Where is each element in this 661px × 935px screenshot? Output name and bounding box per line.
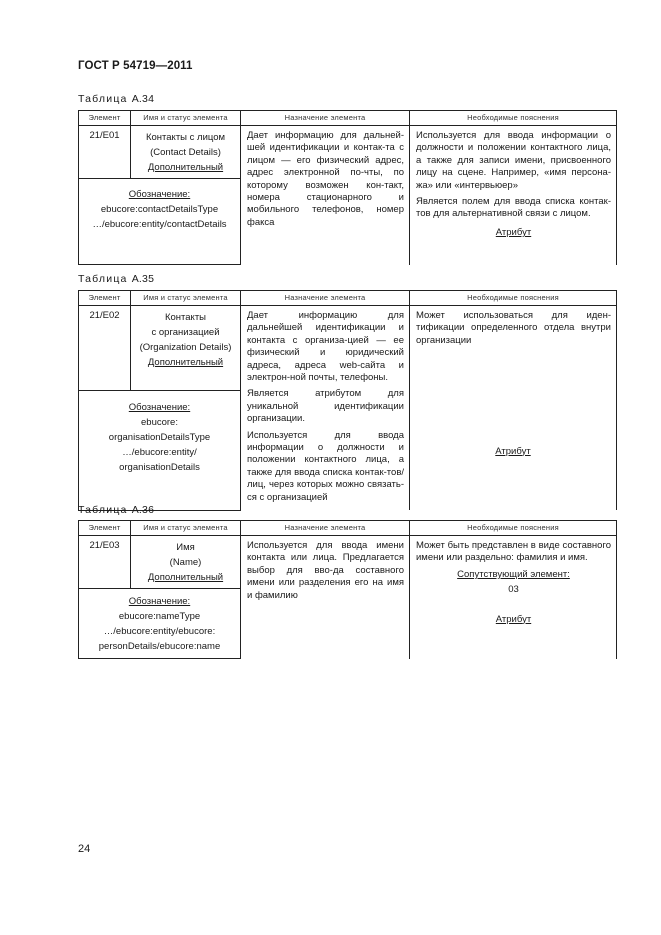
designation-label: Обозначение:: [128, 402, 191, 414]
element-code: 21/E03: [79, 536, 131, 589]
document-header: ГОСТ Р 54719—2011: [78, 60, 193, 72]
attribute-label: Атрибут: [495, 445, 531, 457]
table-a36: [78, 520, 617, 659]
designation-line: ebucore:: [141, 417, 178, 429]
table-header-row: [79, 521, 617, 536]
element-name-cell: [131, 126, 241, 179]
col-header-notes: Необходимые пояснения: [410, 291, 617, 306]
related-element-value: 03: [508, 584, 519, 596]
table-caption-a35: [78, 273, 154, 285]
element-name-line: (Organization Details): [139, 342, 232, 353]
element-name-line: Имя: [176, 542, 195, 553]
purpose-cell: [241, 536, 410, 659]
designation-line: ebucore:contactDetailsType: [100, 204, 219, 215]
element-name-line: с организацией: [151, 327, 220, 338]
element-name-line: (Contact Details): [150, 147, 221, 158]
element-status: Дополнительный: [147, 357, 224, 368]
designation-line: organisationDetailsType: [108, 432, 211, 444]
notes-cell: [410, 536, 617, 659]
col-header-name-status: Имя и статус элемента: [131, 291, 241, 306]
col-header-purpose: Назначение элемента: [241, 291, 410, 306]
caption-prefix: Таблица: [78, 273, 128, 285]
related-element-label: Сопутствующий элемент:: [457, 568, 570, 580]
notes-paragraph: Является полем для ввода списка контак-тов для альтернативной связи с лицом.: [416, 196, 611, 220]
designation-cell: [79, 391, 241, 510]
purpose-paragraph: Используется для ввода информации о должности и положении контактного лица, а также для ввода списка контак-тов/лиц, через которых можно связать-ся с организацией: [247, 429, 404, 503]
table-row: [79, 126, 617, 179]
element-name-line: Контакты: [164, 312, 207, 323]
attribute-label: Атрибут: [495, 226, 532, 238]
element-name-cell: [131, 306, 241, 391]
designation-line: …/ebucore:entity/ebucore:: [103, 626, 216, 637]
purpose-paragraph: Является атрибутом для уникальной идентификации организации.: [247, 388, 404, 425]
caption-prefix: Таблица: [78, 504, 128, 516]
col-header-element: Элемент: [79, 521, 131, 536]
purpose-cell: [241, 126, 410, 265]
designation-cell: [79, 589, 241, 659]
element-name-line: (Name): [169, 557, 202, 568]
col-header-name-status: Имя и статус элемента: [131, 111, 241, 126]
designation-label: Обозначение:: [128, 189, 191, 200]
purpose-paragraph: Дает информацию для дальнейшей идентификации и контакта с организа-цией — ее физический и юридический адреса, адреса web-сайта и электрон-ной почты, телефоны.: [247, 310, 404, 384]
table-header-row: [79, 291, 617, 306]
designation-line: organisationDetails: [119, 462, 200, 474]
designation-label: Обозначение:: [128, 596, 191, 607]
notes-cell: [410, 306, 617, 511]
designation-line: …/ebucore:entity/contactDetails: [92, 219, 227, 230]
notes-paragraph: Используется для ввода информации о должности и положении контактного лица, а также для записи имени, присвоенного лицу на сцене. Например, «имя персона-жа» или «интервьюер»: [416, 130, 611, 191]
notes-paragraph: Может использоваться для иден-тификации определенного отдела внутри организации: [416, 310, 611, 346]
element-name-cell: [131, 536, 241, 589]
caption-number: А.34: [131, 93, 155, 105]
purpose-paragraph: Используется для ввода имени контакта или лица. Предлагается выбор для вво-да составного имени или разделения его на имя и фамилию: [247, 540, 404, 601]
notes-cell: [410, 126, 617, 265]
col-header-element: Элемент: [79, 111, 131, 126]
table-caption-a36: [78, 504, 154, 516]
notes-paragraph: Может быть представлен в виде составного имени или раздельно: фамилия и имя.: [416, 540, 611, 564]
caption-prefix: Таблица: [78, 93, 128, 105]
designation-cell: [79, 179, 241, 265]
caption-number: А.35: [131, 273, 155, 285]
element-code: 21/E02: [79, 306, 131, 391]
element-status: Дополнительный: [147, 162, 224, 173]
attribute-label: Атрибут: [495, 613, 532, 625]
caption-number: А.36: [131, 504, 155, 516]
col-header-notes: Необходимые пояснения: [410, 521, 617, 536]
designation-line: …/ebucore:entity/: [122, 447, 197, 459]
table-a35: [78, 290, 617, 511]
purpose-paragraph: Дает информацию для дальней-шей идентификации и контак-та с лицом — его физический адрес, адрес электронной по-чты, по которому возможен кон-такт, номера стационарного и мобильного телефонов, номер факса: [247, 130, 404, 228]
col-header-purpose: Назначение элемента: [241, 111, 410, 126]
page-number: 24: [78, 843, 91, 855]
col-header-purpose: Назначение элемента: [241, 521, 410, 536]
col-header-notes: Необходимые пояснения: [410, 111, 617, 126]
element-status: Дополнительный: [147, 572, 224, 583]
col-header-element: Элемент: [79, 291, 131, 306]
purpose-cell: [241, 306, 410, 511]
element-code: 21/E01: [79, 126, 131, 179]
element-name-line: Контакты с лицом: [145, 132, 226, 143]
col-header-name-status: Имя и статус элемента: [131, 521, 241, 536]
designation-line: personDetails/ebucore:name: [98, 641, 221, 652]
designation-line: ebucore:nameType: [118, 611, 201, 622]
table-row: [79, 306, 617, 391]
table-header-row: [79, 111, 617, 126]
table-row: [79, 536, 617, 589]
table-caption-a34: [78, 93, 154, 105]
table-a34: [78, 110, 617, 265]
